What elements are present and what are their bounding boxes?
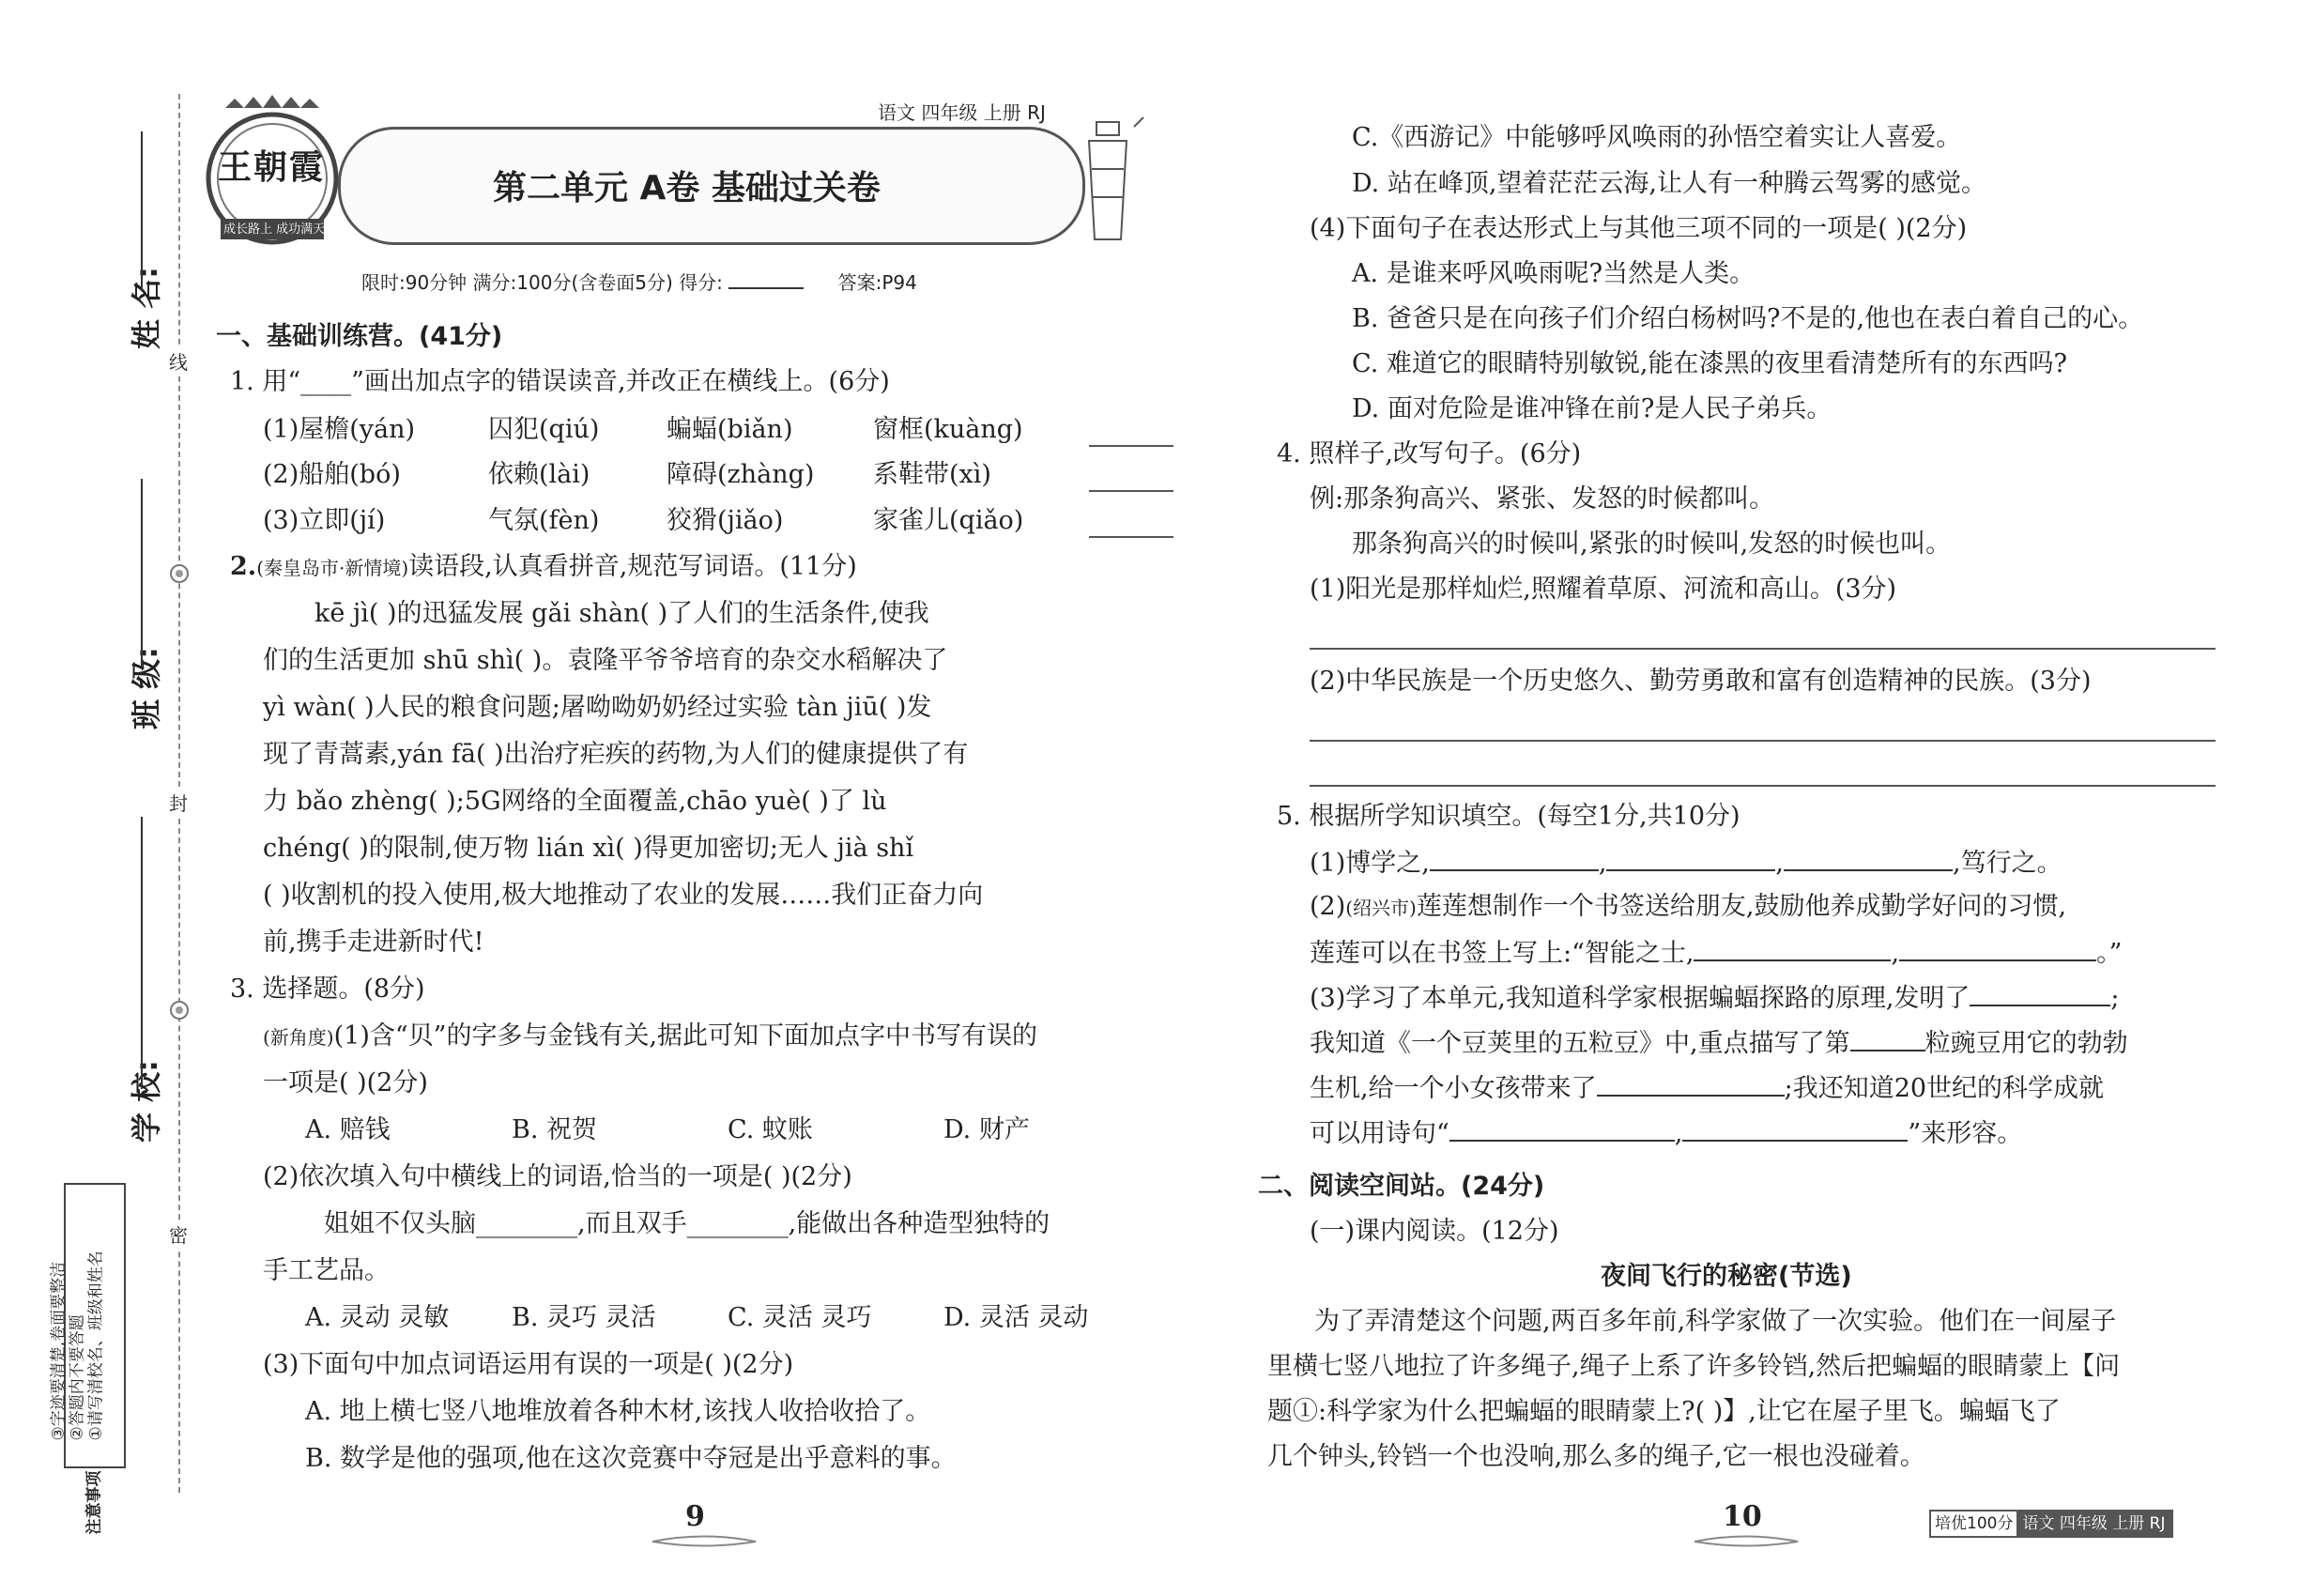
q2-line: 们的生活更加 shū shì( )。袁隆平爷爷培育的杂交水稻解决了 bbox=[263, 646, 948, 675]
notes-item: ③字迹要清楚,卷面要整洁 bbox=[49, 1261, 69, 1441]
q5-3-text-d: 粒豌豆用它的勃勃 bbox=[1924, 1029, 2128, 1058]
seal-mark-line: 线 bbox=[169, 347, 188, 375]
q5-3-text-c: 我知道《一个豆荚里的五粒豆》中,重点描写了第 bbox=[1310, 1029, 1850, 1058]
q5-blank[interactable] bbox=[1682, 1113, 1908, 1142]
q2-line: 前,携手走进新时代! bbox=[263, 928, 484, 957]
name-line[interactable] bbox=[141, 131, 143, 291]
q3-2-option[interactable]: C. 灵活 灵巧 bbox=[728, 1303, 872, 1332]
q3-1-option[interactable]: A. 赔钱 bbox=[305, 1115, 391, 1144]
notes-box bbox=[49, 1183, 126, 1535]
q2-line: 现了青蒿素,yán fā( )出治疗疟疾的药物,为人们的健康提供了有 bbox=[263, 740, 969, 769]
q3-4-option[interactable]: C. 难道它的眼睛特别敏锐,能在漆黑的夜里看清楚所有的东西吗? bbox=[1352, 349, 2067, 378]
q5-blank[interactable] bbox=[1970, 978, 2110, 1006]
q3-2-sentence: 姐姐不仅头脑________,而且双手________,能做出各种造型独特的 bbox=[324, 1209, 1050, 1238]
q4-1-prompt: (1)阳光是那样灿烂,照耀着草原、河流和高山。(3分) bbox=[1310, 575, 1897, 604]
q1-row3-item: 家雀儿(qiǎo) bbox=[873, 506, 1024, 535]
q3-4-prompt: (4)下面句子在表达形式上与其他三项不同的一项是( )(2分) bbox=[1310, 214, 1968, 243]
q3-1-answer[interactable]: 一项是( )(2分) bbox=[263, 1068, 428, 1097]
q3-2-option[interactable]: A. 灵动 灵敏 bbox=[305, 1303, 450, 1332]
q2-tag: (秦皇岛市·新情境) bbox=[256, 557, 409, 579]
q3-4-option[interactable]: B. 爸爸只是在向孩子们介绍白杨树吗?不是的,他也在表白着自己的心。 bbox=[1352, 304, 2144, 333]
section-1-heading: 一、基础训练营。(41分) bbox=[216, 322, 503, 351]
q3-3-option[interactable]: A. 地上横七竖八地堆放着各种木材,该找人收拾收拾了。 bbox=[305, 1397, 931, 1426]
q5-blank[interactable] bbox=[1430, 843, 1599, 871]
q1-answer-line[interactable] bbox=[1089, 536, 1173, 538]
q3-2-prompt: (2)依次填入句中横线上的词语,恰当的一项是( )(2分) bbox=[263, 1162, 852, 1191]
section-2-1-heading: (一)课内阅读。(12分) bbox=[1310, 1217, 1559, 1246]
q4-2-answer-line[interactable] bbox=[1310, 740, 2216, 742]
q5-3-text-b: ; bbox=[2110, 984, 2120, 1013]
top-subject: 语文 四年级 上册 RJ bbox=[878, 101, 1046, 124]
q5-3-cont bbox=[1310, 1068, 2104, 1108]
q5-blank[interactable] bbox=[1449, 1113, 1675, 1142]
lighthouse-icon bbox=[1080, 103, 1145, 244]
q2-prompt bbox=[230, 548, 857, 587]
notes-item: ①请写清校名、班级和姓名 bbox=[86, 1251, 106, 1441]
seal-mark-seal: 封 bbox=[169, 789, 188, 816]
passage-line: 题①:科学家为什么把蝙蝠的眼睛蒙上?( )】,让它在屋子里飞。蝙蝠飞了 bbox=[1267, 1397, 2061, 1426]
notes-title: 注意事项 bbox=[84, 1470, 104, 1535]
answer-ref: 答案:P94 bbox=[837, 271, 917, 294]
q5-3-text-f: ;我还知道20世纪的科学成就 bbox=[1784, 1074, 2105, 1103]
q4-example: 那条狗高兴的时候叫,紧张的时候叫,发怒的时候也叫。 bbox=[1352, 529, 1952, 559]
q1-row1-item: 窗框(kuàng) bbox=[873, 415, 1023, 444]
footer-brand bbox=[1929, 1510, 2173, 1538]
clip-circle-icon bbox=[169, 563, 190, 584]
q1-row3-item: 狡猾(jiǎo) bbox=[667, 506, 784, 535]
meta-text: 限时:90分钟 满分:100分(含卷面5分) 得分: bbox=[361, 271, 723, 294]
q3-1-prompt bbox=[263, 1018, 1037, 1056]
q3-1-tag: (新角度) bbox=[263, 1026, 334, 1049]
q1-answer-line[interactable] bbox=[1089, 490, 1173, 492]
q4-example: 例:那条狗高兴、紧张、发怒的时候都叫。 bbox=[1310, 484, 1775, 514]
q1-row1-item: 囚犯(qiú) bbox=[488, 415, 600, 444]
q1-row2-item: 依赖(lài) bbox=[488, 460, 590, 489]
q3-3-option[interactable]: B. 数学是他的强项,他在这次竞赛中夺冠是出乎意料的事。 bbox=[305, 1444, 957, 1473]
q3-4-option[interactable]: D. 面对危险是谁冲锋在前?是人民子弟兵。 bbox=[1352, 394, 1832, 423]
q5-3-text-g: 可以用诗句“ bbox=[1310, 1119, 1449, 1148]
q5-2-text-c: 莲莲可以在书签上写上:“智能之士, bbox=[1310, 939, 1694, 968]
q5-2-cont: 莲莲可以在书签上写上:“智能之士, , 。” bbox=[1310, 933, 2122, 973]
q5-blank[interactable] bbox=[1899, 933, 2096, 961]
q1-row1-item: 蝙蝠(biǎn) bbox=[667, 415, 793, 444]
q3-1-option[interactable]: D. 财产 bbox=[943, 1115, 1030, 1144]
q5-3-text-i: ”来形容。 bbox=[1908, 1119, 2023, 1148]
logo-text: 王朝霞 bbox=[218, 147, 326, 187]
q5-3-text-a: (3)学习了本单元,我知道科学家根据蝙蝠探路的原理,发明了 bbox=[1310, 984, 1970, 1013]
q2-number: 2. bbox=[230, 552, 257, 581]
name-label: 姓 名: bbox=[128, 267, 164, 349]
footer-info-text: 语文 四年级 上册 RJ bbox=[2016, 1512, 2170, 1536]
q4-prompt: 4. 照样子,改写句子。(6分) bbox=[1277, 439, 1582, 468]
logo-slogan: 成长路上 成功满天 bbox=[223, 223, 326, 237]
q5-blank[interactable] bbox=[1694, 933, 1891, 961]
q5-2-num: (2) bbox=[1310, 892, 1346, 921]
q5-3 bbox=[1310, 978, 2120, 1018]
q5-2-text: 莲莲想制作一个书签送给朋友,鼓励他养成勤学好问的习惯, bbox=[1416, 892, 2067, 921]
q5-blank[interactable] bbox=[1784, 843, 1953, 871]
q1-row3-item: 气氛(fèn) bbox=[488, 506, 600, 535]
q5-blank[interactable] bbox=[1606, 843, 1775, 871]
page-number-left: 9 bbox=[685, 1500, 705, 1533]
class-line[interactable] bbox=[141, 479, 143, 667]
school-label: 学 校: bbox=[128, 1060, 164, 1143]
q2-text: 读语段,认真看拼音,规范写词语。(11分) bbox=[408, 552, 857, 581]
q1-row1-item: (1)屋檐(yán) bbox=[263, 415, 416, 444]
q1-row2-item: 障碍(zhàng) bbox=[667, 460, 815, 489]
passage-line: 里横七竖八地拉了许多绳子,绳子上系了许多铃铛,然后把蝙蝠的眼睛蒙上【问 bbox=[1267, 1352, 2121, 1381]
passage-line: 几个钟头,铃铛一个也没响,那么多的绳子,它一根也没碰着。 bbox=[1267, 1442, 1925, 1471]
q5-1: (1)博学之, , , ,笃行之。 bbox=[1310, 843, 2062, 882]
q3-2-option[interactable]: D. 灵活 灵动 bbox=[943, 1303, 1089, 1332]
page-ornament-icon bbox=[652, 1535, 756, 1548]
exam-meta bbox=[361, 261, 917, 295]
q4-1-answer-line[interactable] bbox=[1310, 648, 2216, 650]
q4-2-answer-line[interactable] bbox=[1310, 785, 2216, 787]
q3-1-option[interactable]: C. 蚊账 bbox=[728, 1115, 813, 1144]
q3-3-option[interactable]: D. 站在峰顶,望着茫茫云海,让人有一种腾云驾雾的感觉。 bbox=[1352, 169, 1987, 198]
q2-line: 力 bǎo zhèng( );5G网络的全面覆盖,chāo yuè( )了 lù bbox=[263, 787, 887, 816]
q1-answer-line[interactable] bbox=[1089, 445, 1173, 447]
score-blank[interactable] bbox=[728, 261, 804, 289]
passage-line: 为了弄清楚这个问题,两百多年前,科学家做了一次实验。他们在一间屋子 bbox=[1314, 1307, 2117, 1336]
q3-prompt: 3. 选择题。(8分) bbox=[230, 974, 425, 1004]
section-2-heading: 二、阅读空间站。(24分) bbox=[1258, 1172, 1545, 1201]
q2-line: yì wàn( )人民的粮食问题;屠呦呦奶奶经过实验 tàn jiū( )发 bbox=[263, 693, 932, 722]
q3-4-option[interactable]: A. 是谁来呼风唤雨呢?当然是人类。 bbox=[1352, 259, 1756, 288]
q1-prompt: 1. 用“____”画出加点字的错误读音,并改正在横线上。(6分) bbox=[230, 367, 890, 396]
q5-2-text-d: 。” bbox=[2096, 939, 2123, 968]
q2-line: kē jì( )的迅猛发展 gǎi shàn( )了人们的生活条件,使我 bbox=[314, 599, 929, 628]
page-number-right: 10 bbox=[1723, 1500, 1762, 1533]
q5-3-cont bbox=[1310, 1113, 2022, 1153]
q5-3-text-h: , bbox=[1674, 1119, 1683, 1148]
q2-line: chéng( )的限制,使万物 lián xì( )得更加密切;无人 jià shǐ bbox=[263, 834, 914, 863]
q5-3-cont bbox=[1310, 1023, 2128, 1063]
q5-prompt: 5. 根据所学知识填空。(每空1分,共10分) bbox=[1277, 802, 1740, 831]
page-ornament-icon bbox=[1694, 1535, 1798, 1548]
q2-line: ( )收割机的投入使用,极大地推动了农业的发展……我们正奋力向 bbox=[263, 881, 984, 910]
page-title: 第二单元 A卷 基础过关卷 bbox=[493, 169, 881, 207]
q1-row2-item: (2)船舶(bó) bbox=[263, 460, 401, 489]
seal-mark-close: 密 bbox=[169, 1220, 188, 1248]
footer-brand-text: 培优100分 bbox=[1935, 1514, 2014, 1533]
q4-2-prompt: (2)中华民族是一个历史悠久、勤劳勇敢和富有创造精神的民族。(3分) bbox=[1310, 667, 2092, 696]
q5-blank[interactable] bbox=[1850, 1023, 1925, 1051]
q5-1-text-b: ,笃行之。 bbox=[1953, 849, 2062, 878]
q5-3-text-e: 生机,给一个小女孩带来了 bbox=[1310, 1074, 1597, 1103]
q5-2-tag: (绍兴市) bbox=[1345, 897, 1417, 919]
q3-2-option[interactable]: B. 灵巧 灵活 bbox=[512, 1303, 656, 1332]
q1-row2-item: 系鞋带(xì) bbox=[873, 460, 991, 489]
class-label: 班 级: bbox=[128, 647, 164, 729]
q3-1-text: (1)含“贝”的字多与金钱有关,据此可知下面加点字中书写有误的 bbox=[333, 1021, 1038, 1051]
clip-circle-icon bbox=[169, 1000, 190, 1021]
school-line[interactable] bbox=[141, 817, 143, 1089]
q3-2-sentence: 手工艺品。 bbox=[263, 1256, 390, 1285]
q3-1-option[interactable]: B. 祝贺 bbox=[512, 1115, 598, 1144]
q5-blank[interactable] bbox=[1597, 1068, 1785, 1097]
q5-2 bbox=[1310, 888, 2066, 927]
q3-3-prompt: (3)下面句中加点词语运用有误的一项是( )(2分) bbox=[263, 1350, 794, 1379]
q3-3-option[interactable]: C.《西游记》中能够呼风唤雨的孙悟空着实让人喜爱。 bbox=[1352, 123, 1962, 152]
q1-row3-item: (3)立即(jí) bbox=[263, 506, 386, 535]
notes-item: ②答题内不要答题 bbox=[68, 1314, 87, 1441]
q5-1-text-a: (1)博学之, bbox=[1310, 849, 1430, 878]
passage-title: 夜间飞行的秘密(节选) bbox=[1601, 1262, 1852, 1291]
